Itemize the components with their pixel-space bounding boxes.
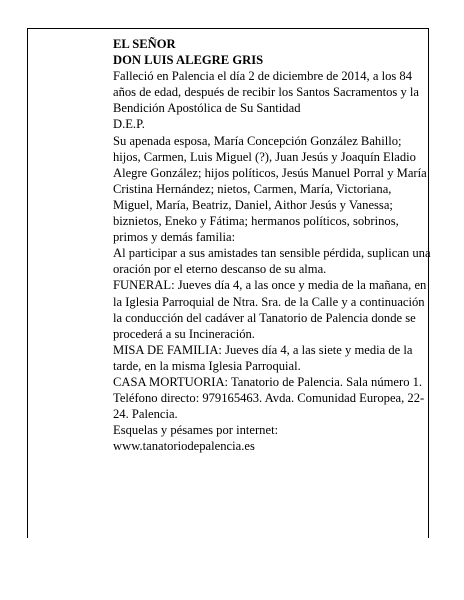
death-announcement: Falleció en Palencia el día 2 de diciembre de 2014, a los 84 años de edad, después de recibir los Santos Sacramentos y la Bendición Apostólica de Su Santidad	[113, 69, 420, 116]
family-list: Su apenada esposa, María Concepción González Bahillo; hijos, Carmen, Luis Miguel (?), Juan Jesús y Joaquín Eladio Alegre González; hijos políticos, Jesús Manuel Porral y María Cristina Hernández; nietos, Carmen, María, Victoriana, Miguel, María, Beatriz, Daniel, Aithor Jesús y Vanessa; biznietos, Eneko y Fátima; hermanos políticos, sobrinos, primos y demás familia:	[113, 133, 427, 245]
prayer-request: Al participar a sus amistades tan sensible pérdida, suplican una oración por el eterno descanso de su alma.	[113, 246, 431, 277]
funeral-details: FUNERAL: Jueves día 4, a las once y media de la mañana, en la Iglesia Parroquial de Ntra. Sra. de la Calle y a continuación la conducción del cadáver al Tanatorio de Palencia donde se procederá a su Incineración.	[113, 278, 427, 341]
family-mass-details: MISA DE FAMILIA: Jueves día 4, a las siete y media de la tarde, en la misma Iglesia Parroquial.	[113, 342, 413, 373]
rip-text: D.E.P.	[113, 117, 145, 132]
deceased-name: DON LUIS ALEGRE GRIS	[113, 53, 264, 68]
internet-condolences-label: Esquelas y pésames por internet:	[113, 423, 279, 438]
funeral-home-details: CASA MORTUORIA: Tanatorio de Palencia. Sala número 1. Teléfono directo: 979165463. Avda. Comunidad Europea, 22-24. Palencia.	[113, 374, 425, 422]
website-link[interactable]: www.tanatoriodepalencia.es	[113, 439, 255, 454]
obituary-notice	[113, 36, 431, 454]
heading-title: EL SEÑOR	[113, 37, 176, 51]
